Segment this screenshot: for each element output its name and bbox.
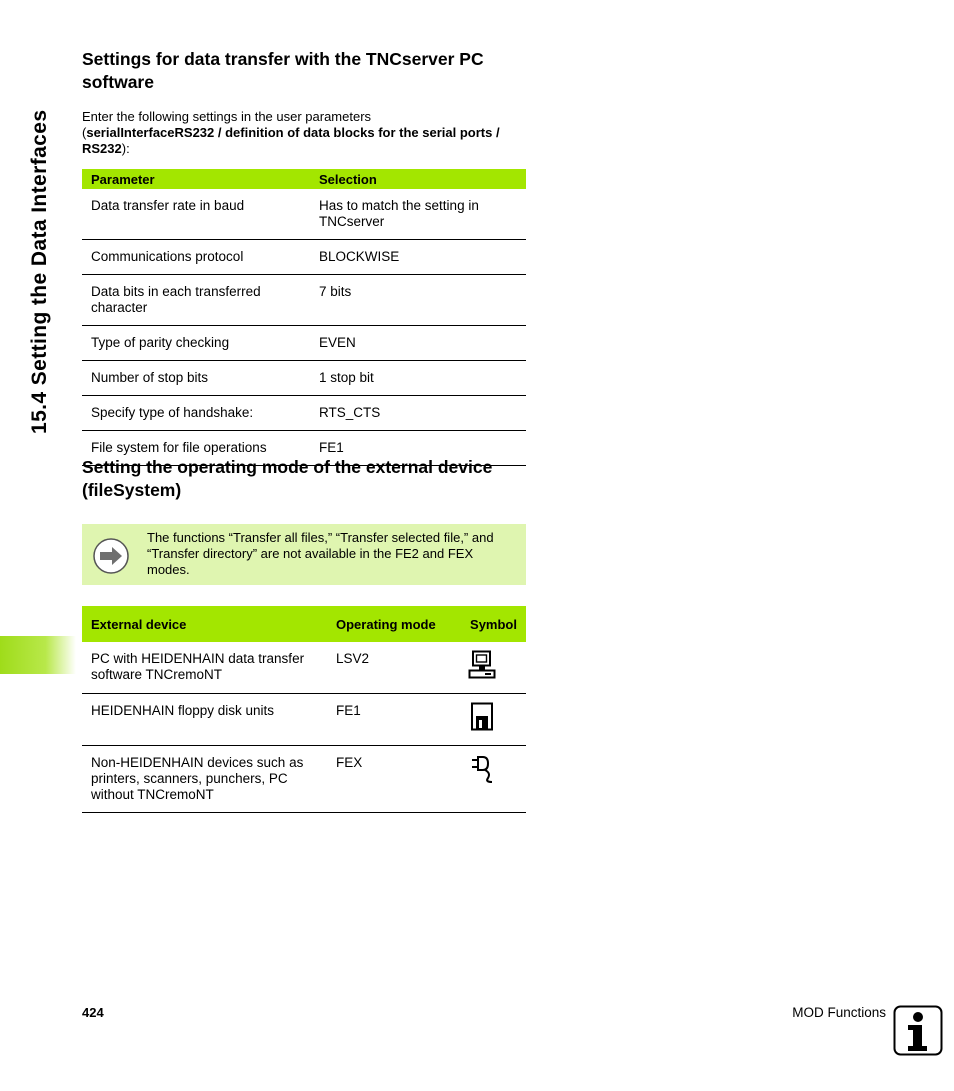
- table-cell: FE1: [327, 694, 445, 746]
- note-text: The functions “Transfer all files,” “Transfer selected file,” and “Transfer directory” are not available in the FE2 and FEX modes.: [147, 530, 494, 577]
- column-header-selection: Selection: [310, 169, 526, 189]
- table-cell: FE1: [310, 431, 526, 466]
- table-cell: 7 bits: [310, 275, 526, 326]
- rs232-settings-table: [82, 169, 526, 466]
- section-heading-filesystem: Setting the operating mode of the external device (fileSystem): [82, 457, 493, 500]
- table-row: [82, 275, 526, 326]
- table-cell: BLOCKWISE: [310, 240, 526, 275]
- footer-section-title: MOD Functions: [792, 1005, 886, 1020]
- table-row: [82, 189, 526, 240]
- table-cell: Number of stop bits: [82, 361, 310, 396]
- intro-paragraph: [82, 109, 526, 157]
- symbol-cell: [445, 642, 526, 694]
- table-cell: PC with HEIDENHAIN data transfer software TNCremoNT: [82, 642, 327, 694]
- table-row: [82, 396, 526, 431]
- plug-icon: [468, 754, 496, 784]
- table-row: [82, 694, 526, 746]
- table-header-row: [82, 606, 526, 642]
- chapter-tab-marker: [0, 636, 76, 674]
- table-row: [82, 240, 526, 275]
- intro-close-paren: ):: [121, 141, 130, 156]
- symbol-cell: [445, 746, 526, 813]
- table-cell: HEIDENHAIN floppy disk units: [82, 694, 327, 746]
- note-box: [82, 524, 526, 585]
- intro-open-paren: (: [82, 125, 87, 140]
- info-icon: [893, 1005, 943, 1056]
- table-cell: RTS_CTS: [310, 396, 526, 431]
- table-cell: Non-HEIDENHAIN devices such as printers, scanners, punchers, PC without TNCremoNT: [82, 746, 327, 813]
- floppy-disk-icon: [468, 702, 496, 732]
- table-cell: LSV2: [327, 642, 445, 694]
- column-header-external-device: External device: [82, 606, 327, 642]
- table-row: [82, 642, 526, 694]
- table-cell: File system for file operations: [82, 431, 310, 466]
- table-row: [82, 746, 526, 813]
- table-cell: Data bits in each transferred character: [82, 275, 310, 326]
- table-row: [82, 326, 526, 361]
- table-row: [82, 361, 526, 396]
- computer-icon: [468, 650, 496, 680]
- table-header-row: [82, 169, 526, 189]
- table-cell: 1 stop bit: [310, 361, 526, 396]
- table-cell: Data transfer rate in baud: [82, 189, 310, 240]
- chapter-side-title: 15.4 Setting the Data Interfaces: [28, 109, 51, 434]
- section-heading-tncserver: Settings for data transfer with the TNCserver PC software: [82, 49, 484, 92]
- intro-parameter-path: serialInterfaceRS232 / definition of data blocks for the serial ports / RS232: [82, 125, 500, 156]
- table-cell: Type of parity checking: [82, 326, 310, 361]
- column-header-operating-mode: Operating mode: [327, 606, 445, 642]
- intro-lead: Enter the following settings in the user parameters: [82, 109, 372, 124]
- column-header-parameter: Parameter: [82, 169, 310, 189]
- table-cell: Has to match the setting in TNCserver: [310, 189, 526, 240]
- page-number: 424: [82, 1005, 104, 1020]
- table-cell: FEX: [327, 746, 445, 813]
- table-cell: Communications protocol: [82, 240, 310, 275]
- table-cell: Specify type of handshake:: [82, 396, 310, 431]
- table-cell: EVEN: [310, 326, 526, 361]
- symbol-cell: [445, 694, 526, 746]
- external-device-table: [82, 606, 526, 813]
- column-header-symbol: Symbol: [445, 606, 526, 642]
- arrow-right-icon: [92, 537, 130, 575]
